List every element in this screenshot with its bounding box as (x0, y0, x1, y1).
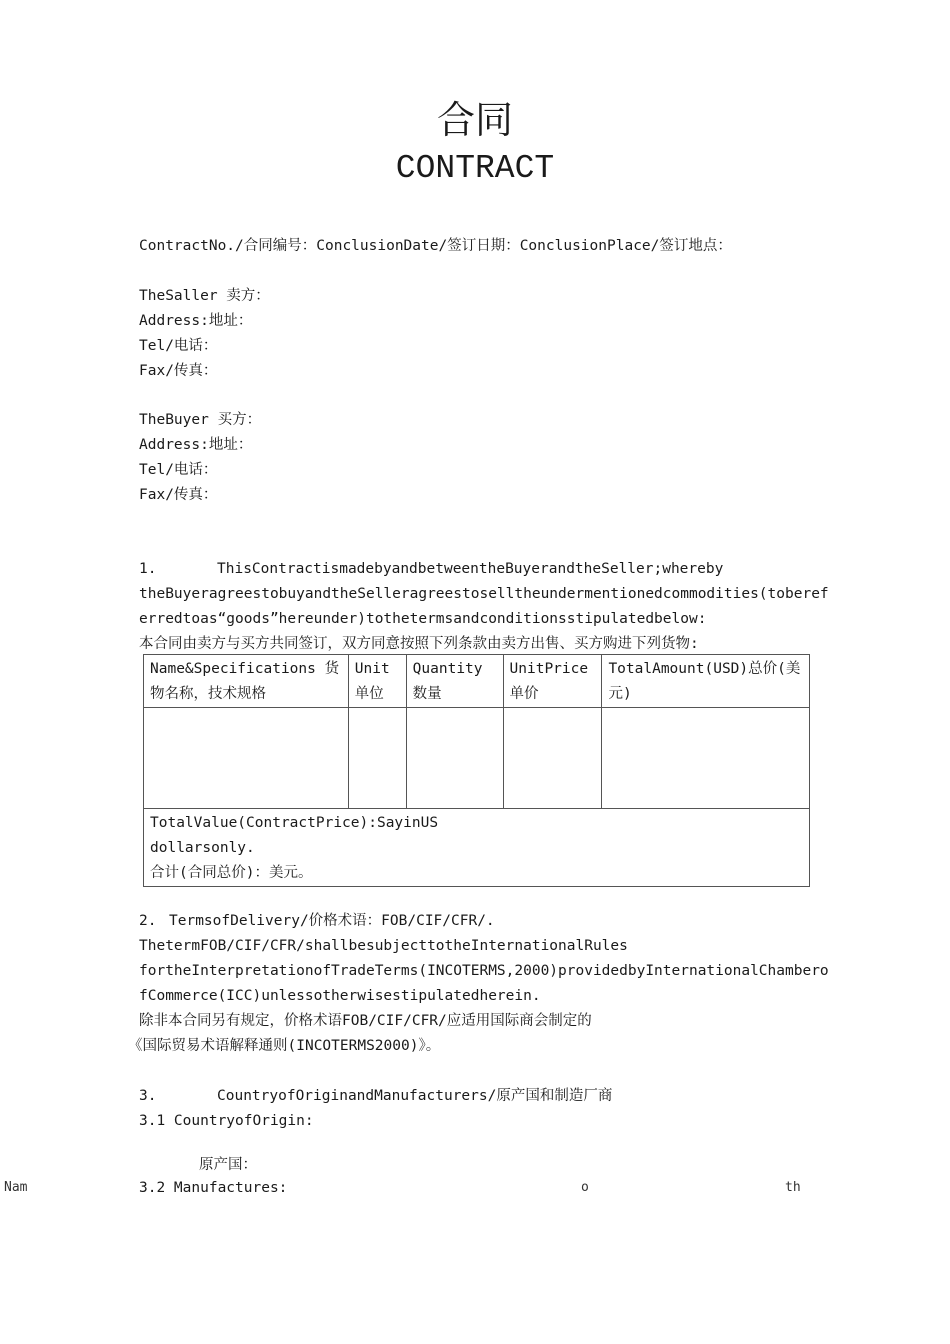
header-unit-price-cn: 单价 (509, 686, 539, 702)
section-3-title: CountryofOriginandManufacturers/原产国和制造厂商 (217, 1088, 613, 1104)
header-total-amount-cn: 元) (608, 686, 632, 702)
empty-cell-quantity (406, 708, 503, 809)
section-2-line-4: fCommerce(ICC)unlessotherwisestipulatedherein. (139, 988, 541, 1004)
goods-table (143, 654, 810, 887)
section-2-line-5: 除非本合同另有规定，价格术语FOB/CIF/CFR/应适用国际商会制定的 (139, 1013, 592, 1029)
contract-title-chinese: 合同 (436, 98, 513, 142)
contract-title-english: CONTRACT (395, 150, 555, 187)
header-cell-name-specs (144, 655, 349, 708)
section-2-line-1 (139, 909, 495, 934)
section-1-number: 1. (139, 561, 157, 577)
header-name-specs-en: Name&Specifications 货 (150, 661, 340, 677)
seller-tel-label: Tel/电话： (139, 338, 218, 354)
total-value-cell (144, 809, 810, 887)
section-3-number: 3. (139, 1088, 157, 1104)
total-value-line-2: dollarsonly. (150, 840, 255, 856)
section-2-number: 2. (139, 913, 157, 929)
header-quantity-en: Quantity (412, 661, 483, 677)
buyer-address-label: Address:地址： (139, 437, 253, 453)
section-2-line-3: fortheInterpretationofTradeTerms(INCOTERMS,2000)providedbyInternationalChambero (139, 963, 829, 979)
section-1-line-4: 本合同由卖方与买方共同签订，双方同意按照下列条款由卖方出售、买方购进下列货物: (139, 636, 699, 652)
goods-table-empty-row (144, 708, 810, 809)
header-total-amount-en: TotalAmount(USD)总价(美 (608, 661, 801, 677)
header-unit-cn: 单位 (354, 686, 384, 702)
header-cell-quantity (406, 655, 503, 708)
seller-address-label: Address:地址： (139, 313, 253, 329)
header-unit-en: Unit (354, 661, 390, 677)
header-unit-price-en: UnitPrice (509, 661, 589, 677)
seller-fax-label: Fax/传真： (139, 363, 218, 379)
section-2-text-1: TermsofDelivery/价格术语：FOB/CIF/CFR/. (169, 913, 495, 929)
empty-cell-total (602, 708, 810, 809)
margin-fragment-mid: o (581, 1180, 589, 1192)
buyer-fax-label: Fax/传真： (139, 487, 218, 503)
goods-table-header-row (144, 655, 810, 708)
section-2-line-2: ThetermFOB/CIF/CFR/shallbesubjecttotheInternationalRules (139, 938, 628, 954)
section-1-line-1 (139, 557, 723, 582)
section-1-text-1: ThisContractismadebyandbetweentheBuyerandtheSeller;whereby (217, 561, 724, 577)
buyer-name-label: TheBuyer 买方： (139, 412, 262, 428)
header-quantity-cn: 数量 (412, 686, 442, 702)
header-cell-unit (348, 655, 406, 708)
empty-cell-name (144, 708, 349, 809)
seller-name-label: TheSaller 卖方： (139, 288, 270, 304)
section-2-line-6: 《国际贸易术语解释通则(INCOTERMS2000)》。 (128, 1038, 441, 1054)
section-1-line-3: erredtoas“goods”hereunder)tothetermsandconditionsstipulatedbelow: (139, 611, 707, 627)
header-name-specs-cn: 物名称，技术规格 (150, 686, 266, 702)
section-3-1-chinese: 原产国： (199, 1157, 257, 1173)
margin-fragment-right: th (785, 1180, 801, 1192)
margin-fragment-left: Nam (4, 1180, 28, 1192)
section-1-line-2: theBuyeragreestobuyandtheSelleragreestoselltheundermentionedcommodities(toberef (139, 586, 829, 602)
empty-cell-unit (348, 708, 406, 809)
empty-cell-unit-price (503, 708, 602, 809)
section-3-1-label: 3.1 CountryofOrigin: (139, 1113, 314, 1129)
contract-header-line: ContractNo./合同编号：ConclusionDate/签订日期：ConclusionPlace/签订地点： (139, 238, 732, 254)
goods-table-total-row (144, 809, 810, 887)
total-value-line-3: 合计(合同总价)：美元。 (150, 865, 313, 881)
buyer-tel-label: Tel/电话： (139, 462, 218, 478)
total-value-line-1: TotalValue(ContractPrice):SayinUS (150, 815, 439, 831)
header-cell-unit-price (503, 655, 602, 708)
header-cell-total-amount (602, 655, 810, 708)
section-3-line-1 (139, 1084, 612, 1109)
section-3-2-label: 3.2 Manufactures: (139, 1180, 288, 1193)
